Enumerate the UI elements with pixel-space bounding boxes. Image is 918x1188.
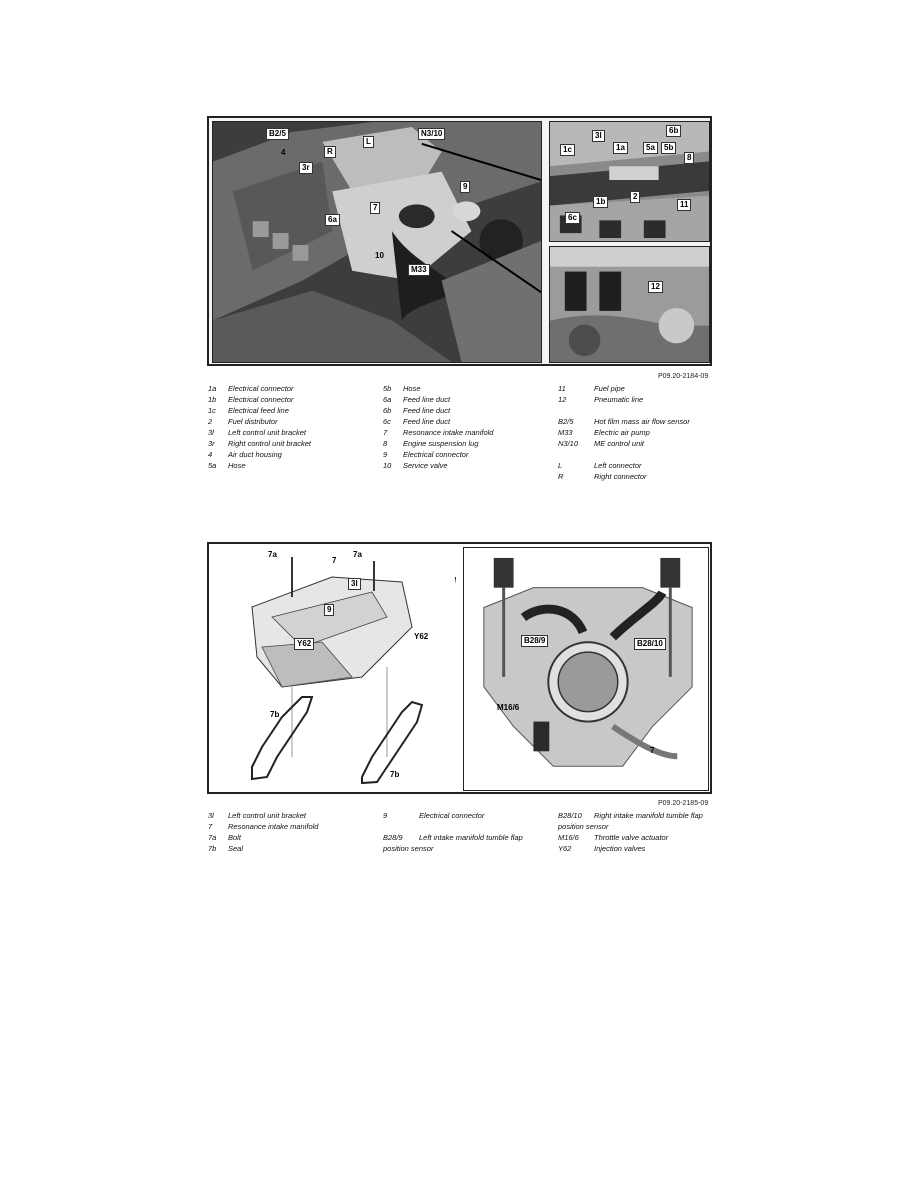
legend-row: position sensor: [558, 822, 609, 831]
callout-y62-right: Y62: [414, 632, 429, 641]
callout-b28-9: B28/9: [521, 635, 548, 647]
legend-row: 9 Electrical connector: [383, 450, 469, 459]
legend-row: 9 Electrical connector: [383, 811, 485, 820]
callout-m16-6: M16/6: [497, 703, 520, 712]
callout-2: 2: [630, 191, 640, 203]
callout-r: R: [324, 146, 336, 158]
legend-row: 6b Feed line duct: [383, 406, 451, 415]
legend-row: 7a Bolt: [208, 833, 241, 842]
callout-3l: 3l: [348, 578, 361, 590]
legend-figure-2-col-2: [383, 810, 523, 854]
callout-7a-right: 7a: [353, 550, 362, 559]
legend-row: 4 Air duct housing: [208, 450, 282, 459]
callout-9: 9: [460, 181, 470, 193]
callout-1c: 1c: [560, 144, 575, 156]
figure-code-2: P09.20-2185-09: [658, 800, 709, 807]
callout-7: 7: [370, 202, 380, 214]
callout-10: 10: [375, 251, 384, 260]
figure-code-1: P09.20-2184-09: [658, 373, 709, 380]
callout-5b: 5b: [661, 142, 676, 154]
legend-row: 8 Engine suspension lug: [383, 439, 479, 448]
throttle-valve-photo: [463, 547, 709, 791]
legend-row: B28/10 Right intake manifold tumble flap: [558, 811, 703, 820]
legend-row: 3l Left control unit bracket: [208, 811, 306, 820]
callout-7: 7: [332, 556, 337, 565]
legend-row: 1c Electrical feed line: [208, 406, 289, 415]
inset-fuel-distributor-photo: [549, 121, 710, 242]
legend-row: 11 Fuel pipe: [558, 384, 625, 393]
legend-row: 10 Service valve: [383, 461, 448, 470]
legend-row: 5a Hose: [208, 461, 246, 470]
callout-m33: M33: [408, 264, 430, 276]
legend-row: position sensor: [383, 844, 434, 853]
callout-y62-left: Y62: [294, 638, 314, 650]
legend-row: [383, 821, 523, 832]
legend-row: [558, 449, 690, 460]
callout-3r: 3r: [299, 162, 313, 174]
legend-row: 1a Electrical connector: [208, 384, 294, 393]
callout-8: 8: [684, 152, 694, 164]
legend-row: B2/5 Hot film mass air flow sensor: [558, 417, 690, 426]
intake-manifold-figure: [207, 542, 712, 794]
legend-row: Y62 Injection valves: [558, 844, 646, 853]
callout-12: 12: [648, 281, 663, 293]
legend-row: L Left connector: [558, 461, 642, 470]
engine-bay-photo: [212, 121, 542, 363]
legend-row: 7 Resonance intake manifold: [208, 822, 319, 831]
callout-7a-left: 7a: [268, 550, 277, 559]
legend-row: 7 Resonance intake manifold: [383, 428, 494, 437]
legend-figure-1-col-2: [383, 383, 493, 471]
engine-overview-figure: [207, 116, 712, 366]
legend-figure-1-col-1: [208, 383, 311, 471]
legend-row: N3/10 ME control unit: [558, 439, 645, 448]
legend-figure-1-col-3: [558, 383, 690, 482]
legend-row: B28/9 Left intake manifold tumble flap: [383, 833, 523, 842]
intake-manifold-exploded-drawing: [212, 547, 456, 791]
callout-7b-right: 7b: [390, 770, 400, 779]
legend-row: M33 Electric air pump: [558, 428, 650, 437]
legend-row: 7b Seal: [208, 844, 244, 853]
legend-row: 2 Fuel distributor: [208, 417, 278, 426]
callout-6c: 6c: [565, 212, 580, 224]
callout-n3-10: N3/10: [418, 128, 445, 140]
legend-row: 3l Left control unit bracket: [208, 428, 306, 437]
legend-row: 6c Feed line duct: [383, 417, 451, 426]
callout-9: 9: [324, 604, 334, 616]
legend-row: 12 Pneumatic line: [558, 395, 644, 404]
callout-11: 11: [677, 199, 691, 211]
legend-row: 1b Electrical connector: [208, 395, 294, 404]
callout-b2-5: B2/5: [266, 128, 289, 140]
legend-row: [558, 405, 690, 416]
callout-b28-10: B28/10: [634, 638, 666, 650]
callout-7b-left: 7b: [270, 710, 280, 719]
callout-7-right: 7: [650, 746, 655, 755]
callout-1b: 1b: [593, 196, 608, 208]
legend-row: 3r Right control unit bracket: [208, 439, 311, 448]
callout-3l: 3l: [592, 130, 605, 142]
legend-figure-2-col-1: [208, 810, 318, 854]
callout-l: L: [363, 136, 374, 148]
legend-row: 6a Feed line duct: [383, 395, 451, 404]
legend-row: 5b Hose: [383, 384, 421, 393]
inset-pneumatic-line-photo: [549, 246, 710, 363]
callout-4: 4: [281, 148, 286, 157]
callout-1a: 1a: [613, 142, 628, 154]
legend-row: M16/6 Throttle valve actuator: [558, 833, 669, 842]
callout-5a: 5a: [643, 142, 658, 154]
legend-figure-2-col-3: [558, 810, 703, 854]
callout-6b: 6b: [666, 125, 681, 137]
callout-6a: 6a: [325, 214, 340, 226]
legend-row: R Right connector: [558, 472, 647, 481]
